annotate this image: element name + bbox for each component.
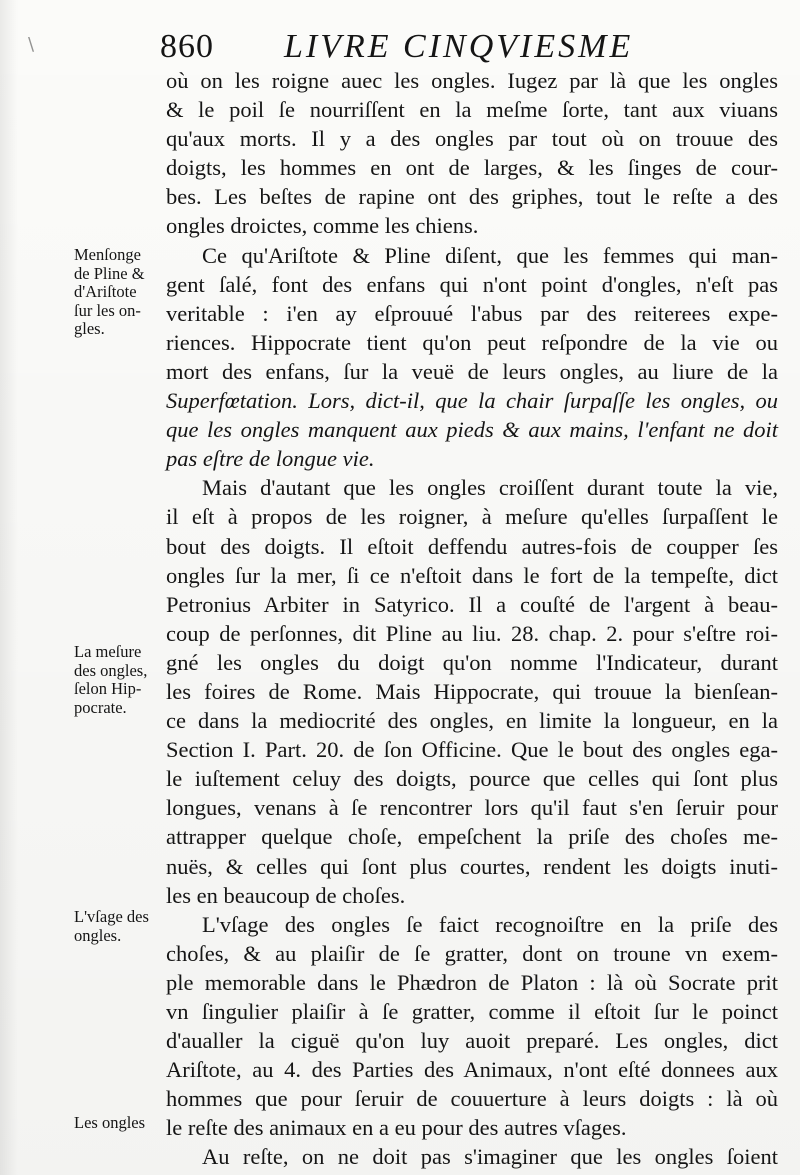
margin-note-line: L'vſage des bbox=[74, 907, 149, 926]
margin-note-line: Menſonge bbox=[74, 245, 141, 264]
body-line: Superfœtation. Lors, dict-il, que la chair ſurpaſſe les ongles, ou bbox=[166, 388, 778, 414]
body-line: Ce qu'Ariſtote & Pline diſent, que les femmes qui man- bbox=[202, 242, 778, 268]
body-line: ongles ſur la mer, ſi ce n'eſtoit dans le fort de la tempeſte, dict bbox=[166, 562, 778, 588]
body-line: vn ſingulier plaiſir à ſe gratter, comme il eſtoit ſur le poinct bbox=[166, 999, 778, 1024]
margin-note-usage bbox=[74, 908, 166, 945]
page-number: 860 bbox=[160, 28, 214, 65]
body-line: hommes que pour ſeruir de couuerture à leurs doigts : là où bbox=[166, 1086, 778, 1112]
body-line: ongles droictes, comme les chiens. bbox=[166, 213, 479, 239]
body-line: nuës, & celles qui ſont plus courtes, rendent les doigts inuti- bbox=[166, 853, 778, 879]
body-line: longues, venans à ſe rencontrer lors qu'il faut s'en ſeruir pour bbox=[166, 795, 778, 821]
body-line: pas eſtre de longue vie. bbox=[166, 446, 375, 472]
body-line: où on les roigne auec les ongles. Iugez par là que les ongles bbox=[166, 68, 778, 93]
body-line: Section I. Part. 20. de ſon Officine. Que le bout des ongles ega- bbox=[166, 737, 778, 763]
body-line: coup de perſonnes, dit Pline au liu. 28. chap. 2. pour s'eſtre roi- bbox=[166, 620, 778, 646]
running-title: LIVRE CINQVIESME bbox=[284, 28, 634, 65]
body-line: gent ſalé, font des enfans qui n'ont point d'ongles, n'eſt pas bbox=[166, 271, 778, 297]
body-line: ce dans la mediocrité des ongles, en limite la longueur, en la bbox=[166, 708, 778, 734]
margin-note-line: pocrate. bbox=[74, 697, 127, 717]
body-line: Ariſtote, au 4. des Parties des Animaux, n'ont eſté donnees aux bbox=[166, 1057, 778, 1083]
margin-note-line: d'Ariſtote bbox=[74, 282, 137, 302]
page-header bbox=[160, 28, 720, 70]
body-line: les en beaucoup de choſes. bbox=[166, 882, 406, 908]
margin-note-line: ſelon Hip- bbox=[74, 679, 142, 699]
body-line: doigts, les hommes en ont de larges, & les ſinges de cour- bbox=[166, 155, 778, 181]
paper-edge-mark: \ bbox=[28, 34, 35, 55]
body-line: les foires de Rome. Mais Hippocrate, qui trouue la bienſean- bbox=[166, 678, 778, 704]
margin-note-line: ongles. bbox=[74, 925, 122, 945]
margin-note-line: La meſure bbox=[74, 642, 142, 661]
body-line: bout des doigts. Il eſtoit deffendu autres-fois de coupper ſes bbox=[166, 533, 778, 559]
margin-note-mesure bbox=[74, 643, 166, 717]
body-line: riences. Hippocrate tient qu'on peut reſpondre de la vie ou bbox=[166, 329, 778, 355]
body-line: attrapper quelque choſe, empeſchent la priſe des choſes me- bbox=[166, 824, 778, 850]
body-line: ple memorable dans le Phædron de Platon : là où Socrate prit bbox=[166, 969, 778, 995]
margin-note-menſonge bbox=[74, 246, 166, 339]
body-line: gné les ongles du doigt qu'on nomme l'Indicateur, durant bbox=[166, 649, 778, 675]
body-line: qu'aux morts. Il y a des ongles par tout où on trouue des bbox=[166, 126, 778, 152]
body-line: Mais d'autant que les ongles croiſſent durant toute la vie, bbox=[202, 475, 778, 501]
body-line: le iuſtement celuy des doigts, pource que celles qui ſont plus bbox=[166, 766, 778, 792]
body-text bbox=[166, 66, 778, 1172]
margin-note-ongles bbox=[74, 1114, 166, 1133]
margin-note-line: gles. bbox=[74, 319, 105, 339]
margin-note-line: Les ongles bbox=[74, 1113, 146, 1132]
body-line: que les ongles manquent aux pieds & aux mains, l'enfant ne doit bbox=[166, 417, 778, 443]
body-line: d'aualler la ciguë qu'on luy auoit preparé. Les ongles, dict bbox=[166, 1028, 778, 1054]
margin-note-line: des ongles, bbox=[74, 660, 148, 680]
body-line: Au reſte, on ne doit pas s'imaginer que les ongles ſoient bbox=[202, 1144, 778, 1170]
body-line: il eſt à propos de les roigner, à meſure qu'elles ſurpaſſent le bbox=[166, 504, 778, 530]
margin-note-line: de Pline & bbox=[74, 263, 145, 283]
body-line: Petronius Arbiter in Satyrico. Il a couſté de l'argent à beau- bbox=[166, 591, 778, 617]
margin-note-line: ſur les on- bbox=[74, 300, 141, 320]
body-line: mort des enfans, ſur la veuë de leurs ongles, au liure de la bbox=[166, 358, 778, 384]
body-line: L'vſage des ongles ſe faict recognoiſtre en la priſe des bbox=[202, 911, 778, 937]
body-line: le reſte des animaux en a eu pour des autres vſages. bbox=[166, 1115, 627, 1141]
body-line: choſes, & au plaiſir de ſe gratter, dont on troune vn exem- bbox=[166, 940, 778, 966]
body-line: & le poil ſe nourriſſent en la meſme ſorte, tant aux viuans bbox=[166, 97, 778, 123]
body-line: bes. Les beſtes de rapine ont des griphes, tout le reſte a des bbox=[166, 184, 778, 210]
body-line: veritable : i'en ay eſprouué l'abus par des reiterees expe- bbox=[166, 300, 778, 326]
